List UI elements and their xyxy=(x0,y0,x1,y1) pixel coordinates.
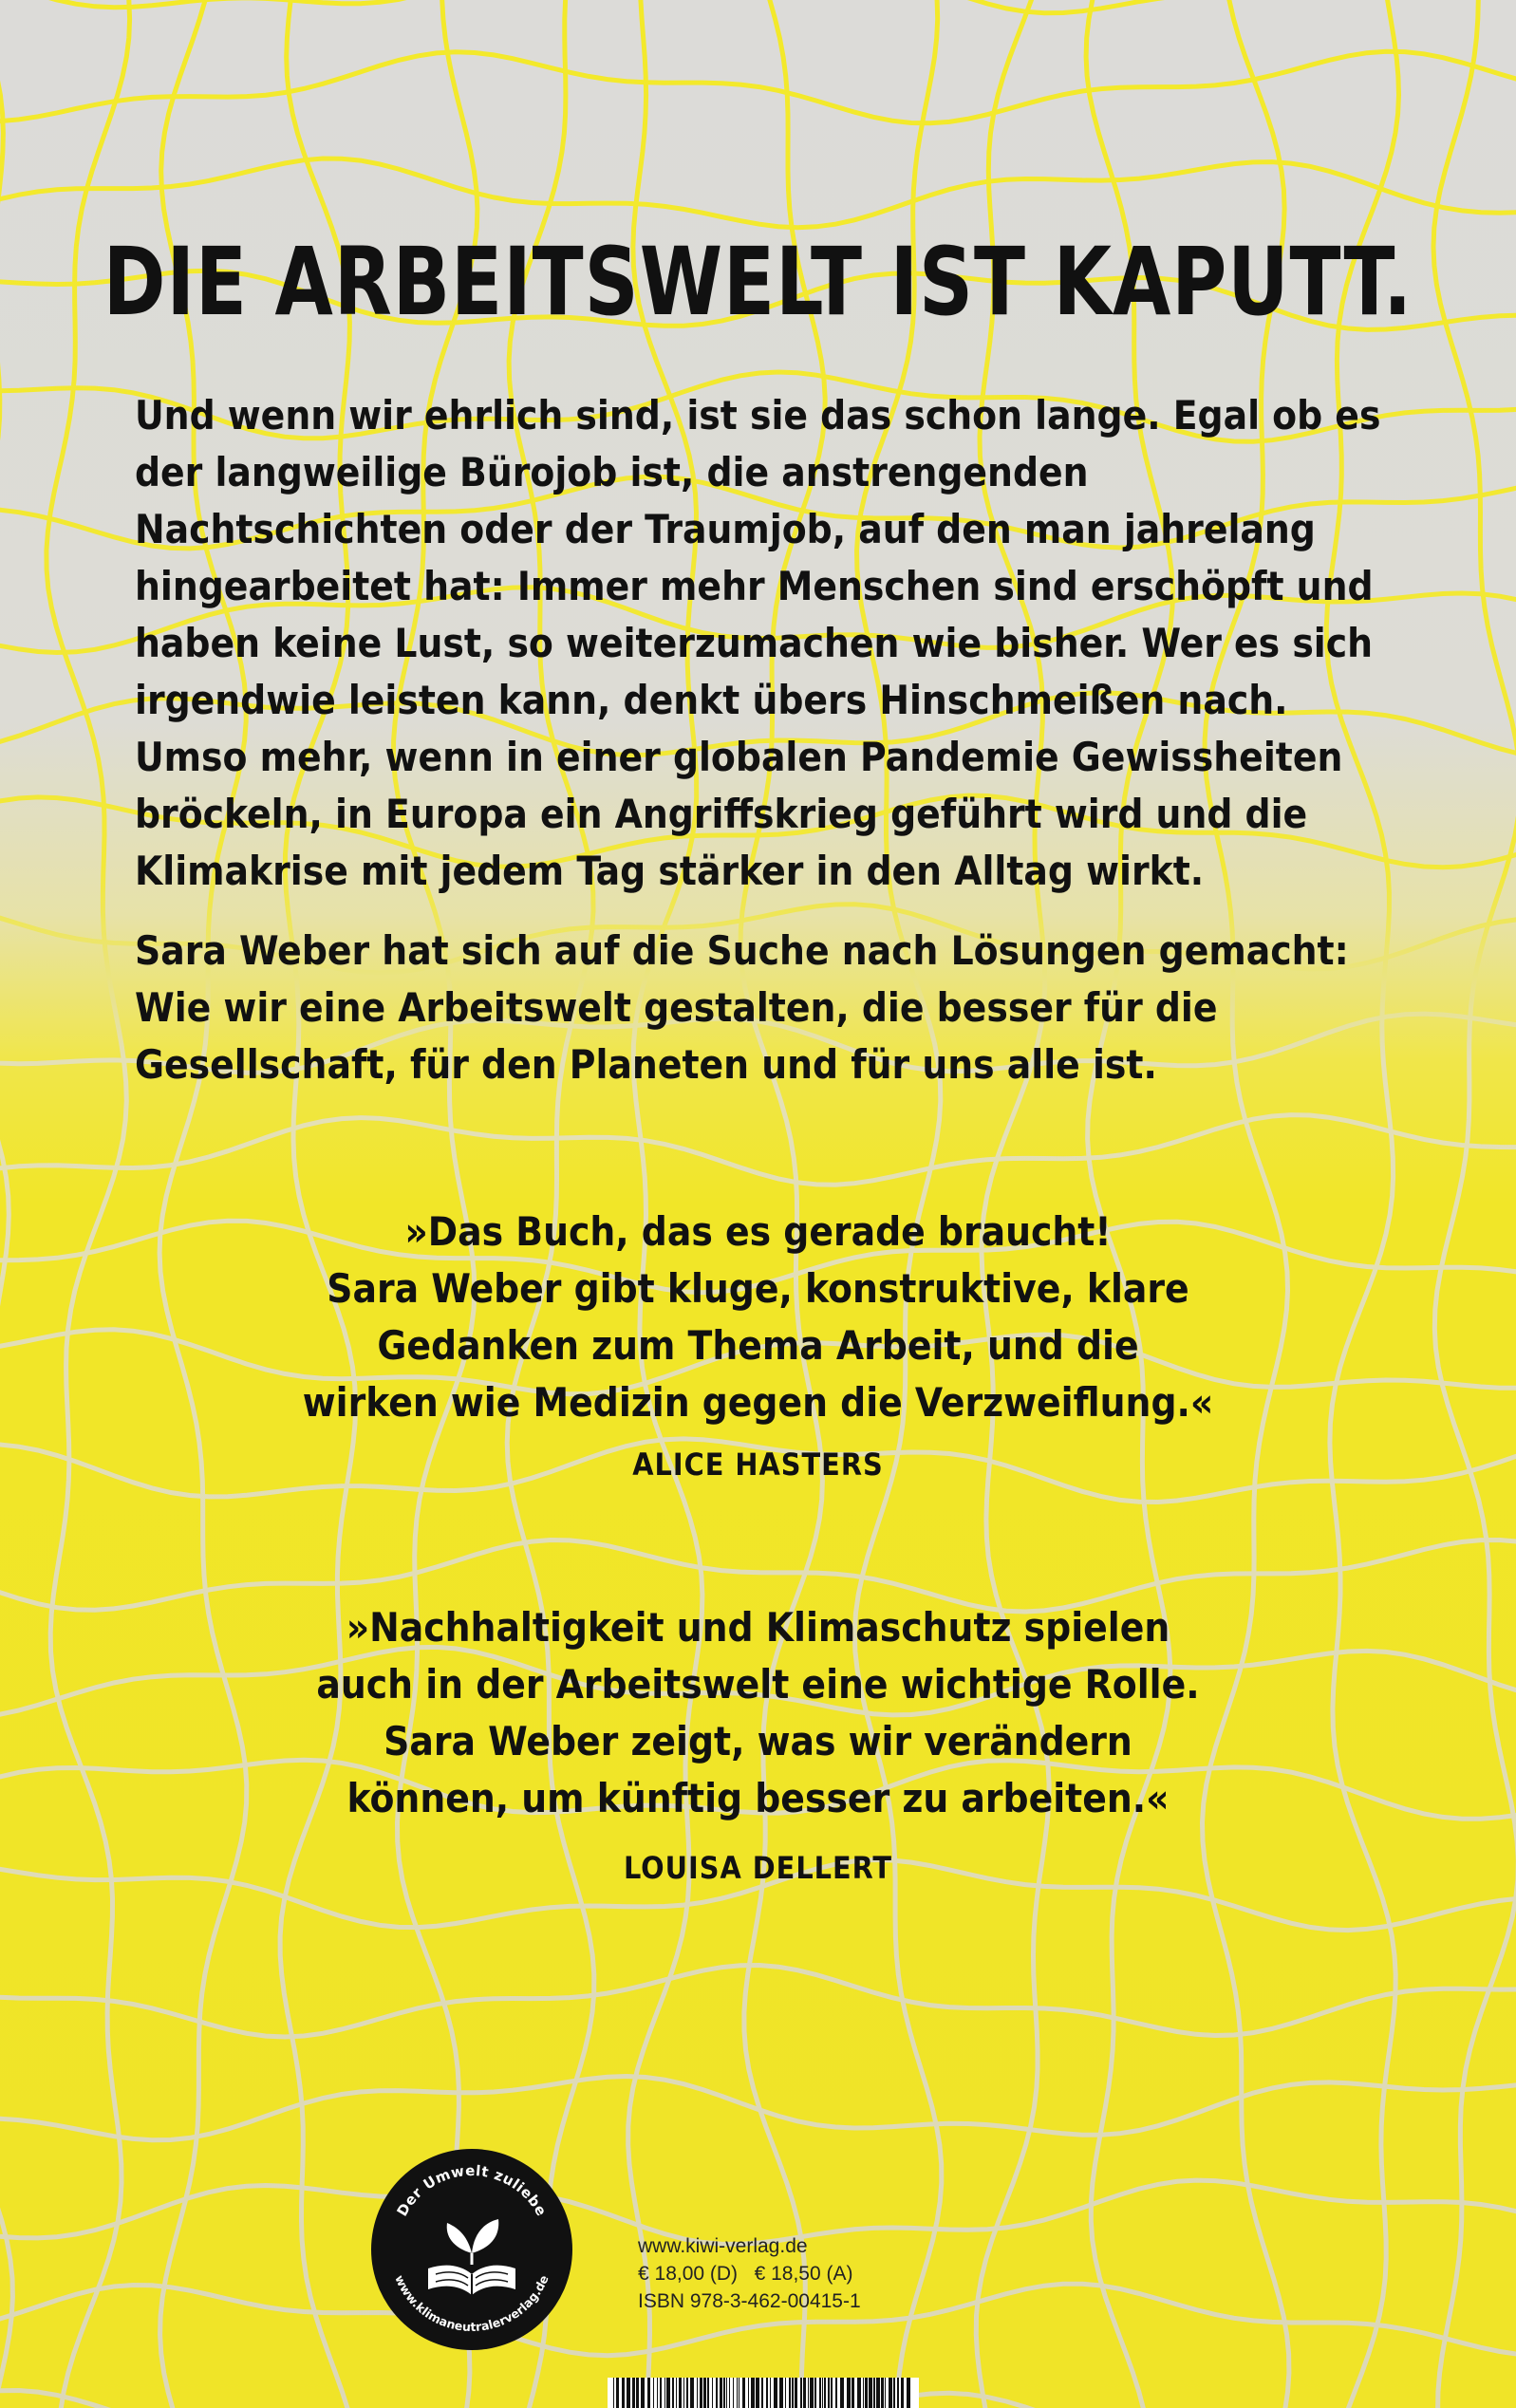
quote-line: können, um künftig besser zu arbeiten.« xyxy=(346,1775,1170,1821)
quote-line: wirken wie Medizin gegen die Verzweiflung.« xyxy=(302,1379,1214,1426)
barcode-bar xyxy=(723,2378,725,2408)
price-line xyxy=(638,2260,861,2287)
barcode-bar xyxy=(800,2378,802,2408)
publisher-website: www.kiwi-verlag.de xyxy=(638,2235,808,2257)
barcode-bar xyxy=(720,2378,722,2408)
barcode-bar xyxy=(679,2378,682,2408)
barcode-bar xyxy=(751,2378,755,2408)
barcode-bar xyxy=(616,2378,619,2408)
barcode-bar xyxy=(613,2378,614,2408)
barcode-bar xyxy=(766,2378,768,2408)
barcode-bar xyxy=(835,2378,837,2408)
barcode-bar xyxy=(664,2378,665,2408)
barcode-bar xyxy=(785,2378,786,2408)
barcode-bar xyxy=(789,2378,791,2408)
barcode-bars xyxy=(608,2378,919,2408)
barcode-bar xyxy=(653,2378,654,2408)
barcode-bar xyxy=(761,2378,763,2408)
pitch-paragraph: Sara Weber hat sich auf die Suche nach Lösungen gemacht: Wie wir eine Arbeitswelt gestalten, die besser für die Gesellschaft, für den Planeten und für uns alle ist. xyxy=(135,927,1349,1088)
barcode-bar xyxy=(831,2378,833,2408)
barcode-bar xyxy=(795,2378,797,2408)
barcode-bar xyxy=(622,2378,625,2408)
isbn: ISBN 978-3-462-00415-1 xyxy=(638,2290,861,2312)
barcode-bar xyxy=(712,2378,713,2408)
barcode xyxy=(608,2378,919,2408)
badge-top-text: Der Umwelt zuliebe xyxy=(393,2161,551,2220)
barcode-bar xyxy=(893,2378,895,2408)
publisher-info xyxy=(638,2232,861,2315)
barcode-bar xyxy=(707,2378,709,2408)
grid-line xyxy=(0,0,1516,13)
barcode-bar xyxy=(814,2378,816,2408)
barcode-bar xyxy=(690,2378,694,2408)
price-at: € 18,50 (A) xyxy=(754,2263,853,2285)
barcode-bar xyxy=(881,2378,884,2408)
barcode-bar xyxy=(636,2378,639,2408)
barcode-bar xyxy=(889,2378,892,2408)
barcode-bar xyxy=(852,2378,854,2408)
quote-author-2: LOUISA DELLERT xyxy=(623,1850,893,1886)
barcode-bar xyxy=(897,2378,899,2408)
barcode-bar xyxy=(686,2378,688,2408)
quote-line: Sara Weber zeigt, was wir verändern xyxy=(384,1718,1132,1764)
grid-line xyxy=(1326,0,1398,2408)
barcode-bar xyxy=(869,2378,872,2408)
barcode-bar xyxy=(774,2378,777,2408)
barcode-bar xyxy=(876,2378,880,2408)
grid-line xyxy=(0,159,1516,228)
barcode-bar xyxy=(703,2378,706,2408)
headline: DIE ARBEITSWELT IST KAPUTT. xyxy=(103,227,1413,337)
barcode-bar xyxy=(733,2378,734,2408)
barcode-bar xyxy=(700,2378,702,2408)
barcode-bar xyxy=(683,2378,684,2408)
barcode-bar xyxy=(726,2378,727,2408)
barcode-bar xyxy=(828,2378,830,2408)
barcode-bar xyxy=(885,2378,886,2408)
barcode-bar xyxy=(737,2378,738,2408)
grid-line xyxy=(1433,0,1516,2408)
barcode-bar xyxy=(729,2378,730,2408)
barcode-bar xyxy=(847,2378,851,2408)
barcode-bar xyxy=(907,2378,910,2408)
blurb-quote-2 xyxy=(190,1599,1326,1827)
barcode-bar xyxy=(660,2378,662,2408)
grid-line xyxy=(0,2077,1516,2140)
barcode-bar xyxy=(863,2378,864,2408)
grid-line xyxy=(47,0,130,2408)
barcode-bar xyxy=(756,2378,759,2408)
barcode-bar xyxy=(676,2378,677,2408)
barcode-bar xyxy=(840,2378,844,2408)
quote-line: Gedanken zum Thema Arbeit, und die xyxy=(377,1322,1139,1369)
barcode-bar xyxy=(810,2378,814,2408)
barcode-bar xyxy=(627,2378,630,2408)
barcode-bar xyxy=(901,2378,904,2408)
quote-author-1: ALICE HASTERS xyxy=(632,1447,884,1483)
blurb-quote-1 xyxy=(190,1204,1326,1431)
barcode-bar xyxy=(792,2378,794,2408)
barcode-bar xyxy=(779,2378,783,2408)
grid-line xyxy=(0,1115,1516,1185)
barcode-bar xyxy=(641,2378,645,2408)
quote-line: »Nachhaltigkeit und Klimaschutz spielen xyxy=(346,1604,1170,1651)
climate-neutral-badge xyxy=(369,2147,574,2352)
price-de: € 18,00 (D) xyxy=(638,2263,739,2285)
barcode-bar xyxy=(657,2378,658,2408)
barcode-bar xyxy=(803,2378,806,2408)
barcode-bar xyxy=(742,2378,745,2408)
barcode-bar xyxy=(857,2378,861,2408)
barcode-bar xyxy=(808,2378,809,2408)
intro-paragraph: Und wenn wir ehrlich sind, ist sie das schon lange. Egal ob es der langweilige Bürojob ist, die anstrengenden Nachtschichten oder der Traumjob, auf den man jahrelang hingearbeitet hat: Immer mehr Menschen sind erschöpft und haben keine Lust, so weiterzumachen wie bisher. Wer es sich irgendwie leisten kann, denkt übers Hinschmeißen nach. Umso mehr, wenn in einer globalen Pandemie Gewissheiten bröckeln, in Europa ein Angriffskrieg geführt wird und die Klimakrise mit jedem Tag stärker in den Alltag wirkt. xyxy=(135,392,1381,894)
grid-line xyxy=(0,51,1516,123)
barcode-bar xyxy=(865,2378,868,2408)
barcode-bar xyxy=(632,2378,635,2408)
barcode-bar xyxy=(819,2378,821,2408)
barcode-bar xyxy=(647,2378,650,2408)
barcode-bar xyxy=(748,2378,749,2408)
barcode-bar xyxy=(716,2378,718,2408)
barcode-bar xyxy=(822,2378,823,2408)
barcode-bar xyxy=(873,2378,875,2408)
quote-line: Sara Weber gibt kluge, konstruktive, klare xyxy=(327,1265,1189,1312)
grid-line xyxy=(0,1966,1516,2038)
quote-line: »Das Buch, das es gerade braucht! xyxy=(404,1208,1112,1255)
badge-bottom-text: www.klimaneutralerverlag.de xyxy=(392,2272,552,2335)
barcode-bar xyxy=(697,2378,698,2408)
grid-line xyxy=(0,0,12,2408)
barcode-bar xyxy=(770,2378,771,2408)
barcode-bar xyxy=(666,2378,670,2408)
quote-line: auch in der Arbeitswelt eine wichtige Rolle. xyxy=(316,1661,1200,1708)
barcode-bar xyxy=(824,2378,826,2408)
barcode-bar xyxy=(672,2378,674,2408)
